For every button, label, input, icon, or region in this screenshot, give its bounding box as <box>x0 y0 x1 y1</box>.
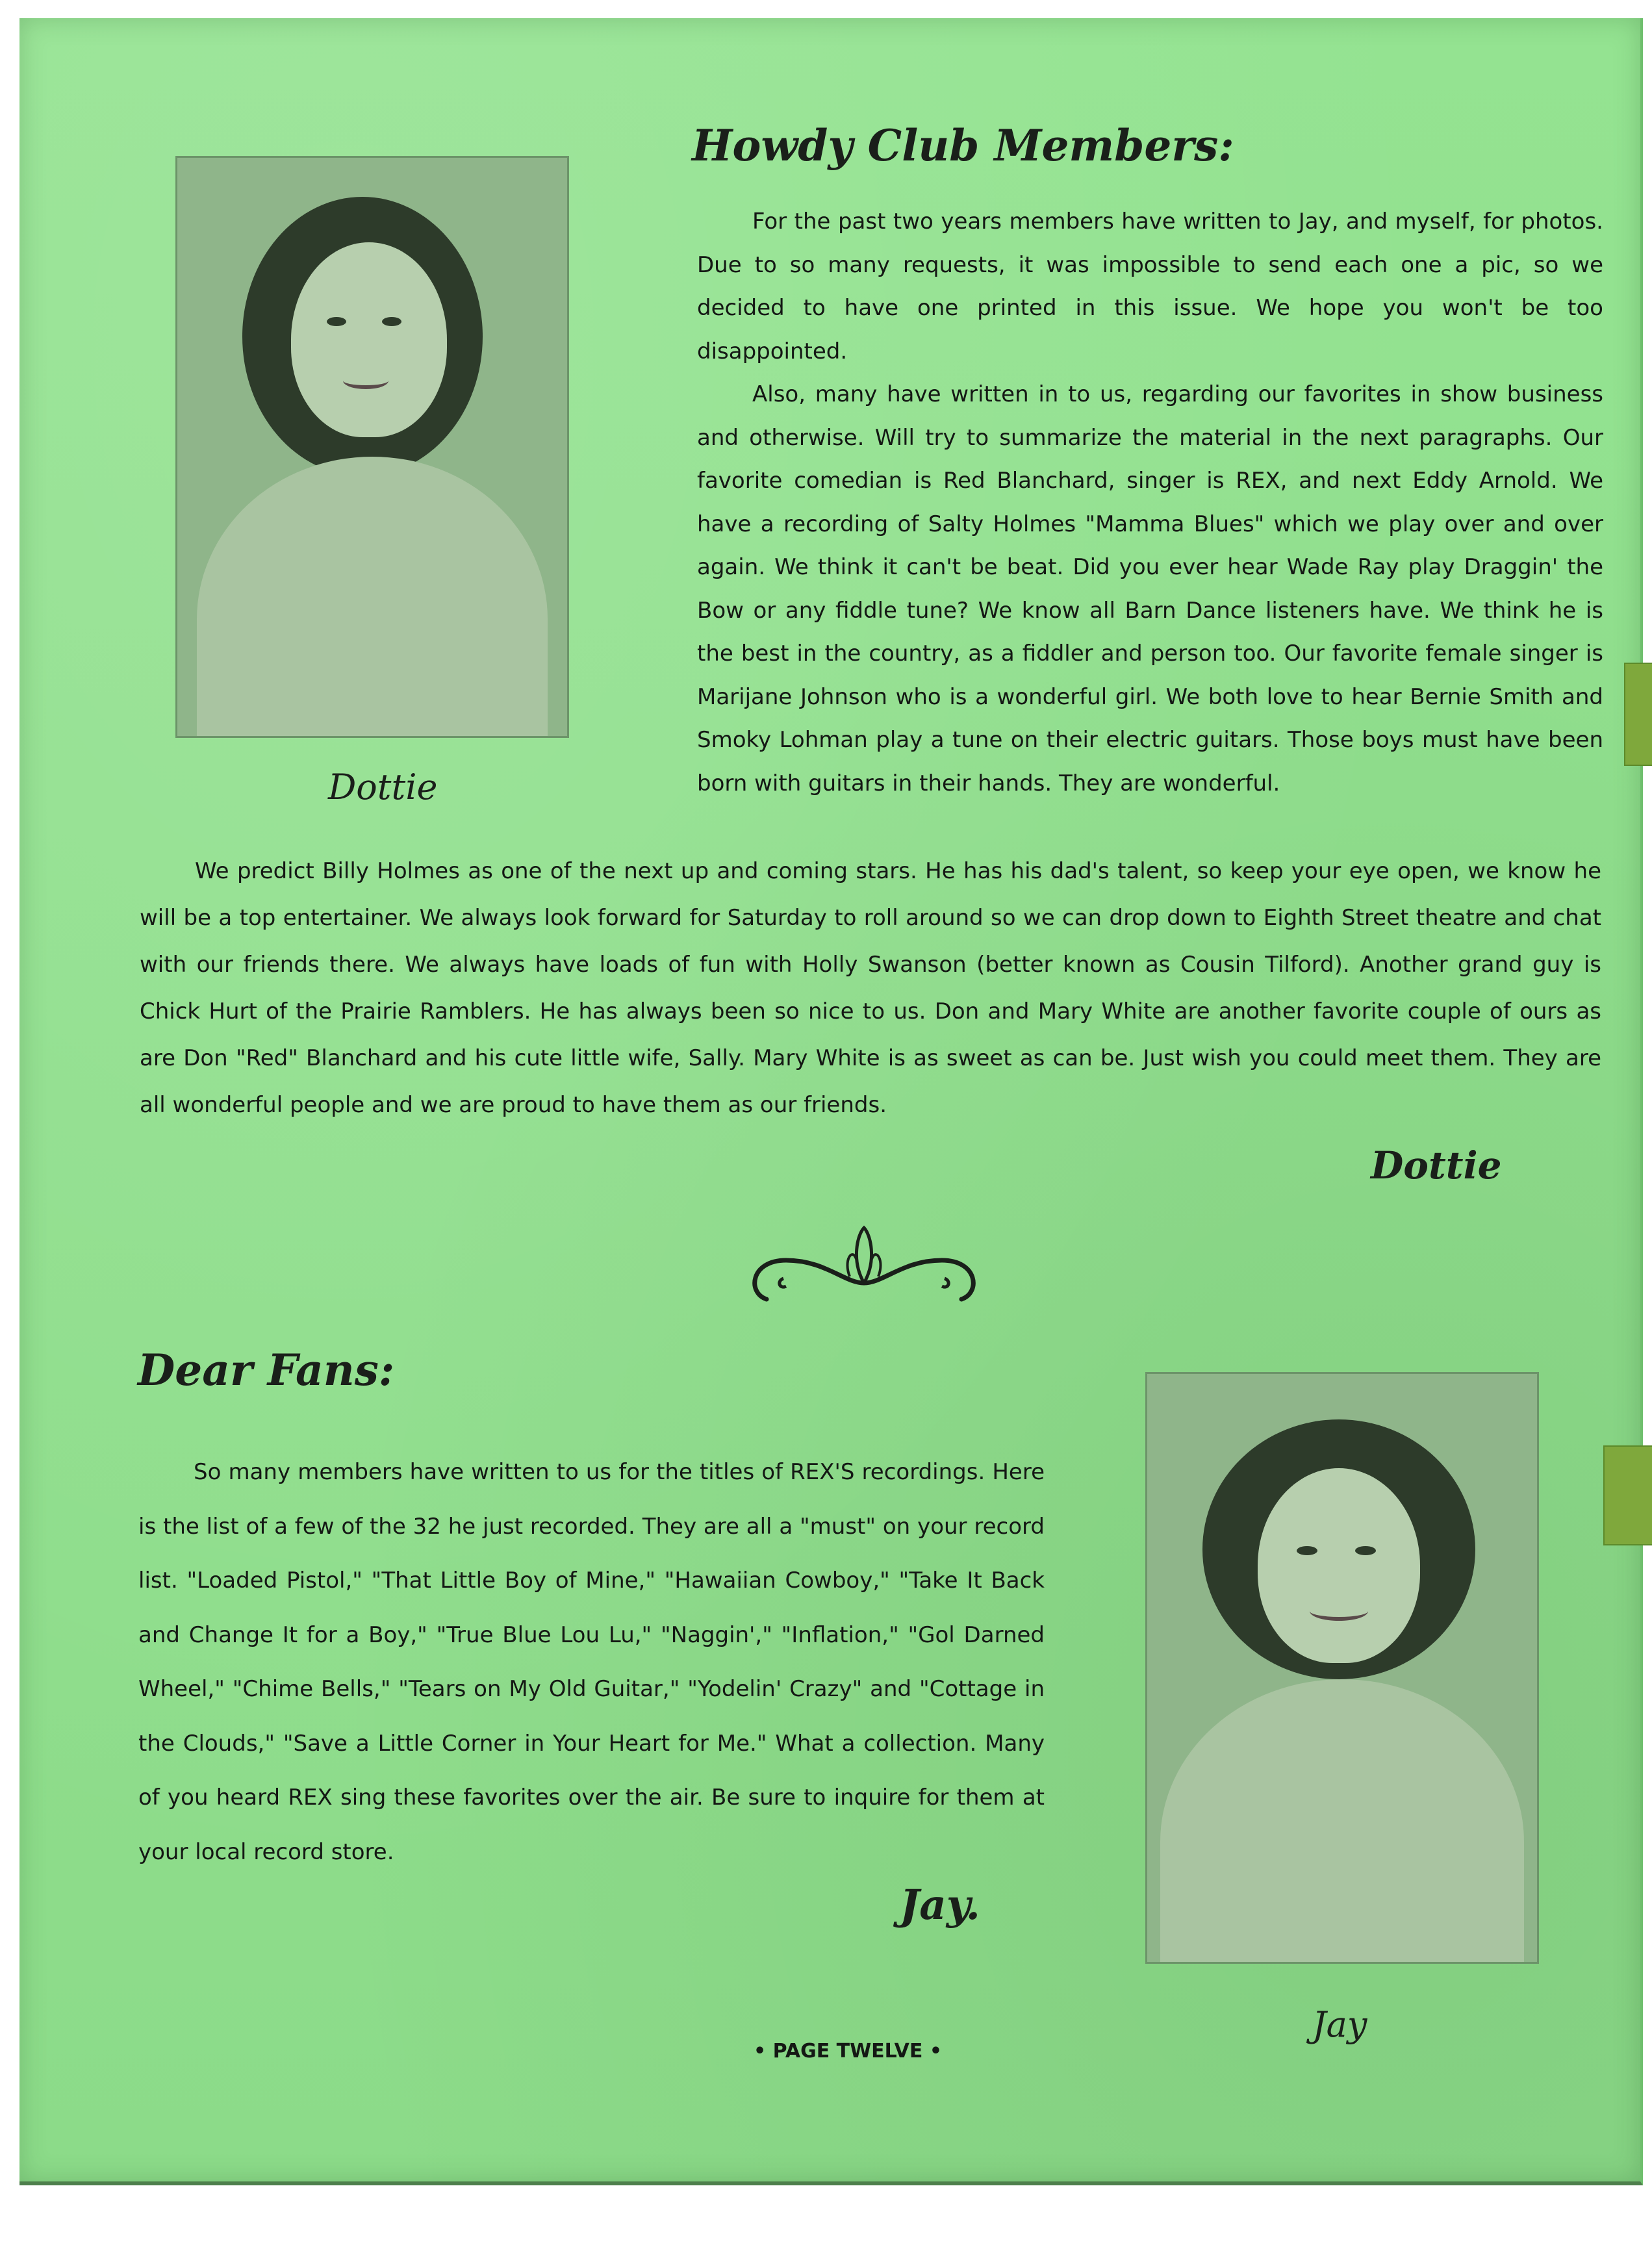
dottie-photo <box>175 156 569 738</box>
dottie-photo-eye-left <box>327 317 346 326</box>
jay-photo-mouth <box>1310 1601 1368 1621</box>
dottie-photo-face <box>291 242 447 437</box>
dottie-photo-shoulders <box>197 457 548 738</box>
dottie-photo-caption: Dottie <box>328 767 438 807</box>
binding-tab-lower <box>1603 1445 1652 1545</box>
howdy-heading: Howdy Club Members: <box>692 120 1234 171</box>
howdy-paragraph-1: For the past two years members have written to Jay, and myself, for photos. Due to so many requests, it was impossible to send each one a pic, so we decided to have one printed in this issue. We hope you won't be too disappointed. <box>697 209 1603 364</box>
jay-photo-shoulders <box>1160 1679 1524 1964</box>
howdy-column-text <box>697 200 1603 805</box>
dottie-signature: Dottie <box>1371 1143 1502 1188</box>
fans-text <box>138 1445 1045 1879</box>
howdy-paragraph-2: Also, many have written in to us, regarding our favorites in show business and otherwise. Will try to summarize the material in the next paragraphs. Our favorite comedian is Red Blanchard, singer is REX, and next Eddy Arnold. We have a recording of Salty Holmes "Mamma Blues" which we play over and over again. We think it can't be beat. Did you ever hear Wade Ray play Draggin' the Bow or any fiddle tune? We know all Barn Dance listeners have. We think he is the best in the country, as a fiddler and person too. Our favorite female singer is Marijane Johnson who is a wonderful girl. We both love to hear Bernie Smith and Smoky Lohman play a tune on their electric guitars. Those boys must have been born with guitars in their hands. They are wonderful. <box>697 381 1603 796</box>
binding-tab-upper <box>1624 663 1652 766</box>
fans-paragraph: So many members have written to us for the titles of REX'S recordings. Here is the list of a few of the 32 he just recorded. They are all a "must" on your record list. "Loaded Pistol," "That Little Boy of Mine," "Hawaiian Cowboy," "Take It Back and Change It for a Boy," "True Blue Lou Lu," "Naggin'," "Inflation," "Gol Darned Wheel," "Chime Bells," "Tears on My Old Guitar," "Yodelin' Crazy" and "Cottage in the Clouds," "Save a Little Corner in Your Heart for Me." What a collection. Many of you heard REX sing these favorites over the air. Be sure to inquire for them at your local record store. <box>138 1459 1045 1865</box>
page-number-footer: • PAGE TWELVE • <box>754 2040 942 2063</box>
dottie-photo-mouth <box>343 372 388 389</box>
ornament-divider <box>741 1221 987 1325</box>
dottie-photo-eye-right <box>382 317 401 326</box>
fans-heading: Dear Fans: <box>138 1345 395 1395</box>
howdy-paragraph-3: We predict Billy Holmes as one of the next up and coming stars. He has his dad's talent, so keep your eye open, we know he will be a top entertainer. We always look forward for Saturday to roll around so we can drop down to Eighth Street theatre and chat with our friends there. We always have loads of fun with Holly Swanson (better known as Cousin Tilford). Another grand guy is Chick Hurt of the Prairie Ramblers. He has always been so nice to us. Don and Mary White are another favorite couple of ours as are Don "Red" Blanchard and his cute little wife, Sally. Mary White is as sweet as can be. Just wish you could meet them. They are all wonderful people and we are proud to have them as our friends. <box>140 858 1601 1118</box>
howdy-full-width-text <box>140 848 1601 1128</box>
jay-photo-eye-left <box>1297 1546 1317 1555</box>
jay-photo-eye-right <box>1355 1546 1376 1555</box>
jay-photo <box>1145 1372 1539 1964</box>
jay-photo-caption: Jay <box>1312 2004 1367 2045</box>
jay-signature: Jay. <box>900 1881 980 1929</box>
jay-photo-face <box>1258 1468 1420 1663</box>
